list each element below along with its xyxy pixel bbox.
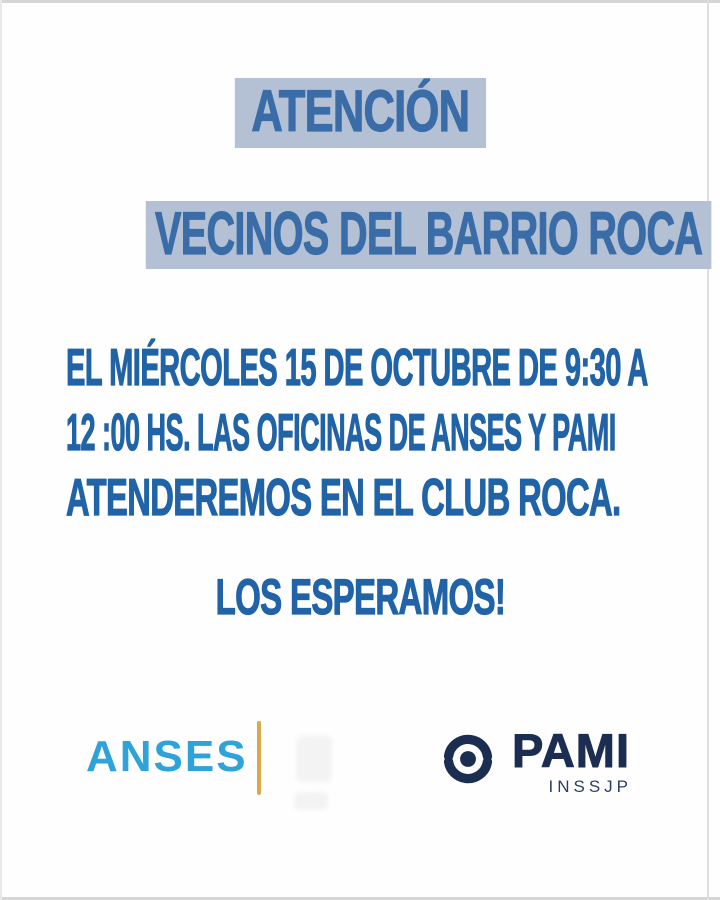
anses-logo: ANSES <box>86 732 248 781</box>
body-line-3: ATENDEREMOS EN EL CLUB ROCA. <box>66 469 621 527</box>
subheadline-row <box>0 201 720 269</box>
pami-wordmark: PAMI <box>512 724 631 777</box>
pami-ring-icon <box>440 727 496 792</box>
headline-attention: ATENCIÓN <box>235 78 486 148</box>
pami-logo <box>440 724 633 797</box>
body-line-1: EL MIÉRCOLES 15 DE OCTUBRE DE 9:30 A <box>66 339 648 397</box>
closing-message: LOS ESPERAMOS! <box>215 569 505 625</box>
faint-print-artifact <box>296 736 332 782</box>
subheadline-neighbors: VECINOS DEL BARRIO ROCA <box>146 201 712 269</box>
body-line-2: 12 :00 HS. LAS OFICINAS DE ANSES Y PAMI <box>66 404 616 462</box>
pami-inssjp-label: INSSJP <box>548 777 633 796</box>
faint-print-artifact <box>294 792 328 810</box>
pami-logo-text <box>512 724 633 797</box>
headline-row <box>0 78 720 148</box>
page-edge-top <box>0 0 720 3</box>
logo-divider-bar <box>257 721 261 795</box>
closing-row <box>0 569 720 625</box>
